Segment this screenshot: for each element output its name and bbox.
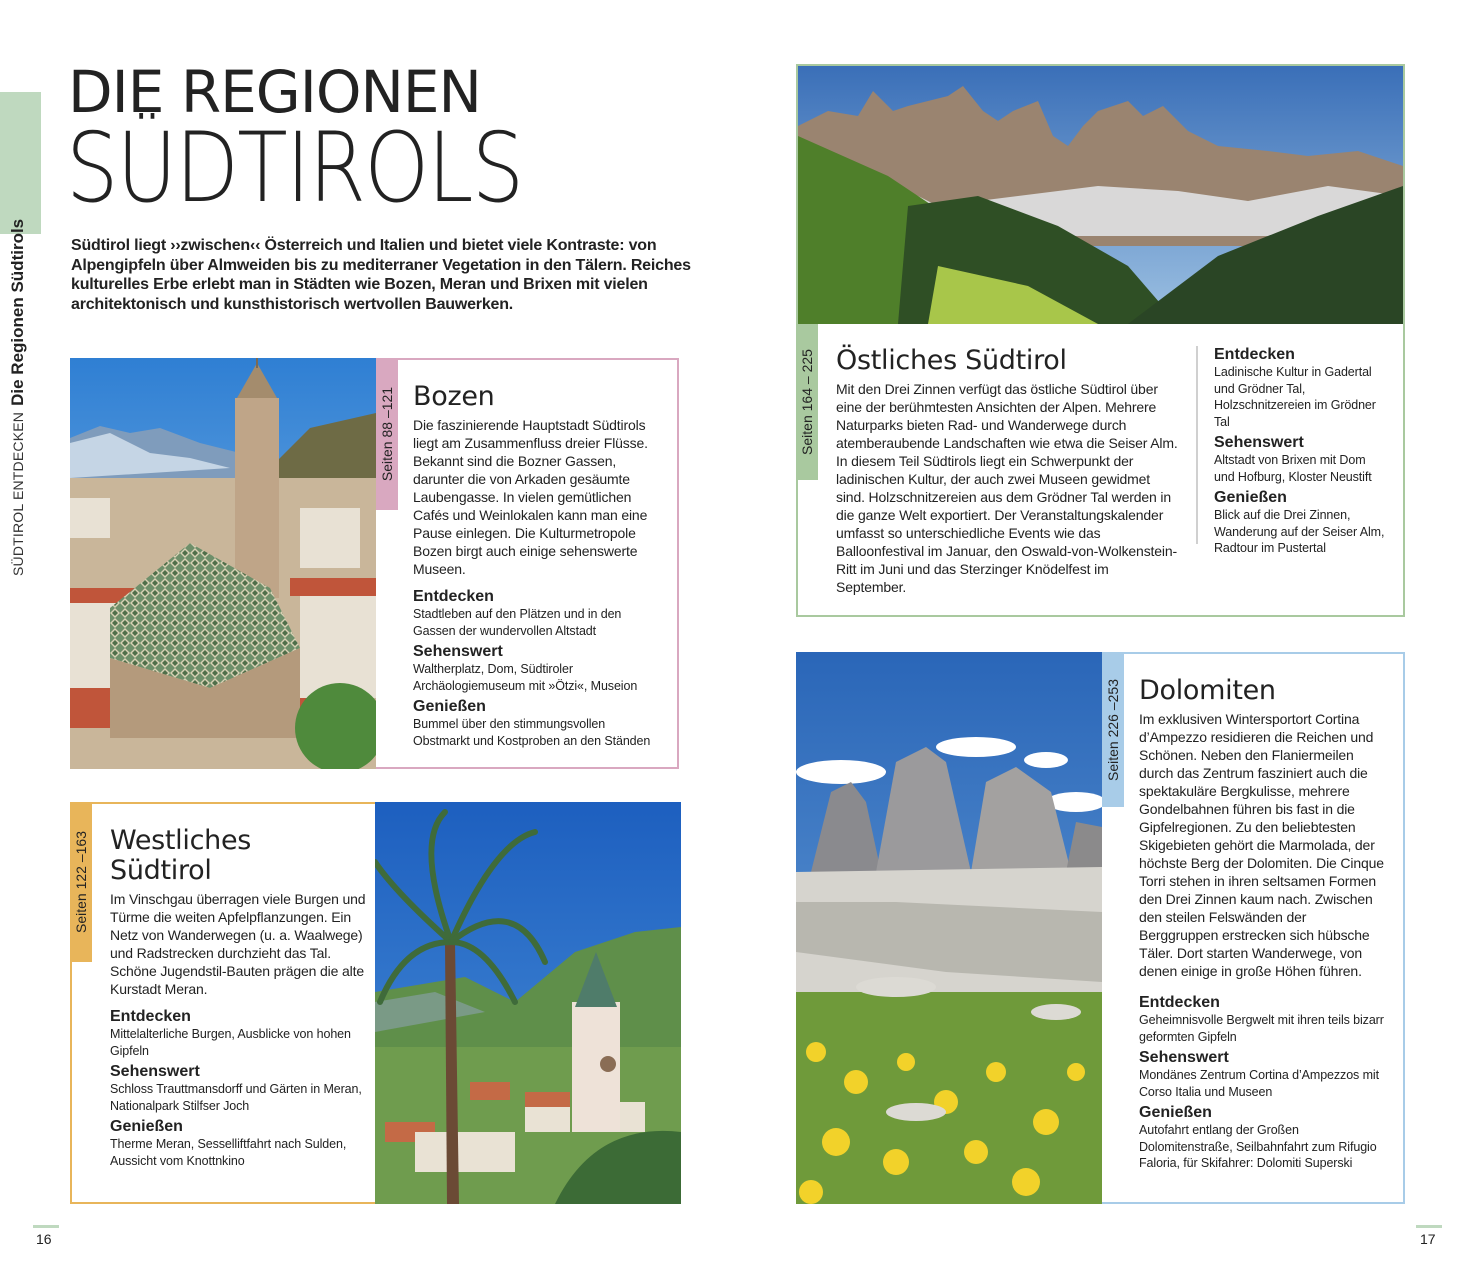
region-card-bozen	[70, 358, 679, 769]
running-head	[8, 218, 68, 600]
drei-zinnen-image-icon	[796, 652, 1102, 1204]
ost-pages: Seiten 164 – 225	[799, 349, 815, 455]
west-sehenswert: Schloss Trauttmansdorff und Gärten in Meran, Nationalpark Stilfser Joch	[110, 1082, 362, 1113]
dolomiten-pages-tab	[1102, 652, 1124, 807]
dolomiten-geniessen-label: Genießen	[1139, 1104, 1212, 1121]
page-title-line1: DIE REGIONEN	[68, 58, 481, 126]
ost-sehenswert-label: Sehenswert	[1214, 434, 1304, 451]
west-entdecken: Mittelalterliche Burgen, Ausblicke von hohen Gipfeln	[110, 1027, 351, 1058]
ost-geniessen: Blick auf die Drei Zinnen, Wanderung auf der Seiser Alm, Radtour im Pustertal	[1214, 508, 1385, 555]
dolomiten-geniessen: Autofahrt entlang der Großen Dolomitenstraße, Seilbahnfahrt zum Rifugio Faloria, für Skifahrer: Dolomiti Superski	[1139, 1123, 1377, 1170]
ost-geniessen-label: Genießen	[1214, 489, 1287, 506]
bozen-entdecken: Stadtleben auf den Plätzen und in den Gassen der wundervollen Altstadt	[413, 607, 622, 638]
ost-entdecken: Ladinische Kultur in Gadertal und Grödner Tal, Holzschnitzereien im Grödner Tal	[1214, 365, 1376, 429]
bozen-pages: Seiten 88 –121	[379, 386, 395, 482]
page-number-rule-right	[1416, 1225, 1442, 1228]
bozen-sehenswert-label: Sehenswert	[413, 643, 503, 660]
bozen-geniessen-label: Genießen	[413, 698, 486, 715]
west-body: Im Vinschgau überragen viele Burgen und Türme die weiten Apfelpflanzungen. Ein Netz von Wanderwegen (u. a. Waalwege) und Radstrecken durchzieht das Tal. Schöne Jugendstil-Bauten prägen die alte Kurstadt Meran.	[110, 891, 366, 997]
bozen-sehenswert: Waltherplatz, Dom, Südtiroler Archäologiemuseum mit »Ötzi«, Museion	[413, 662, 638, 693]
dolomiten-pages: Seiten 226 –253	[1105, 678, 1121, 781]
page-number-right: 17	[1420, 1231, 1436, 1247]
bozen-geniessen: Bummel über den stimmungsvollen Obstmarkt und Kostproben an den Ständen	[413, 717, 651, 748]
bozen-title: Bozen	[413, 381, 495, 412]
page-number-rule-left	[33, 1225, 59, 1228]
west-sehenswert-label: Sehenswert	[110, 1063, 200, 1080]
west-title: Westliches Südtirol	[110, 825, 252, 886]
ost-body: Mit den Drei Zinnen verfügt das östliche Südtirol über eine der berühmtesten Ansichten der Alpen. Mehrere Naturparks bieten Rad- und Wanderwege durch atemberaubende Landschaften wie etwa die Seiser Alm. In diesem Teil Südtirols liegt ein Schwerpunkt der ladinischen Kultur, der auch zwei Museen gewidmet sind. Holzschnitzereien aus dem Grödner Tal werden in die ganze Welt exportiert. Der Veranstaltungskalender umfasst so unterschiedliche Events wie das Balloonfestival im Januar, den Oswald-von-Wolkenstein-Ritt im Juni und das Sterzinger Knödelfest im September.	[836, 381, 1178, 595]
dolomiten-entdecken-label: Entdecken	[1139, 994, 1220, 1011]
cathedral-image-icon	[70, 358, 376, 769]
bozen-body: Die faszinierende Hauptstadt Südtirols liegt am Zusammenfluss dreier Flüsse. Bekannt sind die Bozner Gassen, darunter die von Arkaden gesäumte Laubengasse. In vielen gemütlichen Cafés und Weinlokalen kann man eine Pause einlegen. Die Kulturmetropole Bozen birgt auch einige sehenswerte Museen.	[413, 417, 648, 577]
running-head-section: SÜDTIROL ENTDECKEN	[10, 411, 26, 576]
bozen-photo	[70, 358, 376, 769]
meran-palm-image-icon	[375, 802, 681, 1204]
ost-pages-tab	[796, 324, 818, 480]
dolomiten-body: Im exklusiven Wintersportort Cortina d’Ampezzo residieren die Reichen und Schönen. Neben den Flaniermeilen durch das Zentrum fasziniert auch die spektakuläre Bergkulisse, mehrere Gondelbahnen führen bis fast in die Gipfelregionen. Zu den beliebtesten Skigebieten gehört die Marmolada, der höchste Berg der Dolomiten. Die Cinque Torri stehen in ihren seltsamen Formen den Drei Zinnen kaum nach. Zwischen den steilen Felswänden der Berggruppen erstrecken sich hübsche Täler. Dort starten Wanderwege, von denen einige in große Höhen führen.	[1139, 711, 1384, 979]
ost-title: Östliches Südtirol	[836, 345, 1067, 376]
chapter-color-tab	[0, 92, 41, 234]
dolomiten-photo	[796, 652, 1102, 1204]
west-entdecken-label: Entdecken	[110, 1008, 191, 1025]
region-card-dolomiten	[796, 652, 1405, 1204]
bozen-entdecken-label: Entdecken	[413, 588, 494, 605]
west-pages-tab	[70, 802, 92, 962]
page-number-left: 16	[36, 1231, 52, 1247]
ost-sidebar	[1196, 346, 1386, 555]
running-head-chapter: Die Regionen Südtirols	[8, 218, 27, 406]
ost-entdecken-label: Entdecken	[1214, 346, 1295, 363]
west-pages: Seiten 122 –163	[73, 831, 89, 933]
region-card-west	[70, 802, 679, 1204]
intro-text: Südtirol liegt ››zwischen‹‹ Österreich und Italien und bietet viele Kontraste: von Alpengipfeln über Almweiden bis zu mediterraner Vegetation in den Tälern. Reiches kulturelles Erbe erlebt man in Städten wie Bozen, Meran und Brixen mit vielen architektonisch und kunsthistorisch wertvollen Bauwerken.	[71, 237, 691, 313]
ost-sehenswert: Altstadt von Brixen mit Dom und Hofburg, Kloster Neustift	[1214, 453, 1372, 484]
west-photo	[375, 802, 681, 1204]
bozen-pages-tab	[376, 358, 398, 510]
page-title-line2: SÜDTIROLS	[66, 112, 523, 224]
dolomiten-sehenswert: Mondänes Zentrum Cortina d’Ampezzos mit Corso Italia und Museen	[1139, 1068, 1379, 1099]
dolomiten-sehenswert-label: Sehenswert	[1139, 1049, 1229, 1066]
dolomiten-entdecken: Geheimnisvolle Bergwelt mit ihren teils bizarr geformten Gipfeln	[1139, 1013, 1384, 1044]
geisler-peaks-image-icon	[798, 66, 1403, 324]
west-geniessen: Therme Meran, Sesselliftfahrt nach Sulden, Aussicht vom Knottnkino	[110, 1137, 347, 1168]
region-card-ost	[796, 64, 1405, 617]
dolomiten-title: Dolomiten	[1139, 675, 1276, 706]
ost-photo	[798, 66, 1403, 324]
west-geniessen-label: Genießen	[110, 1118, 183, 1135]
